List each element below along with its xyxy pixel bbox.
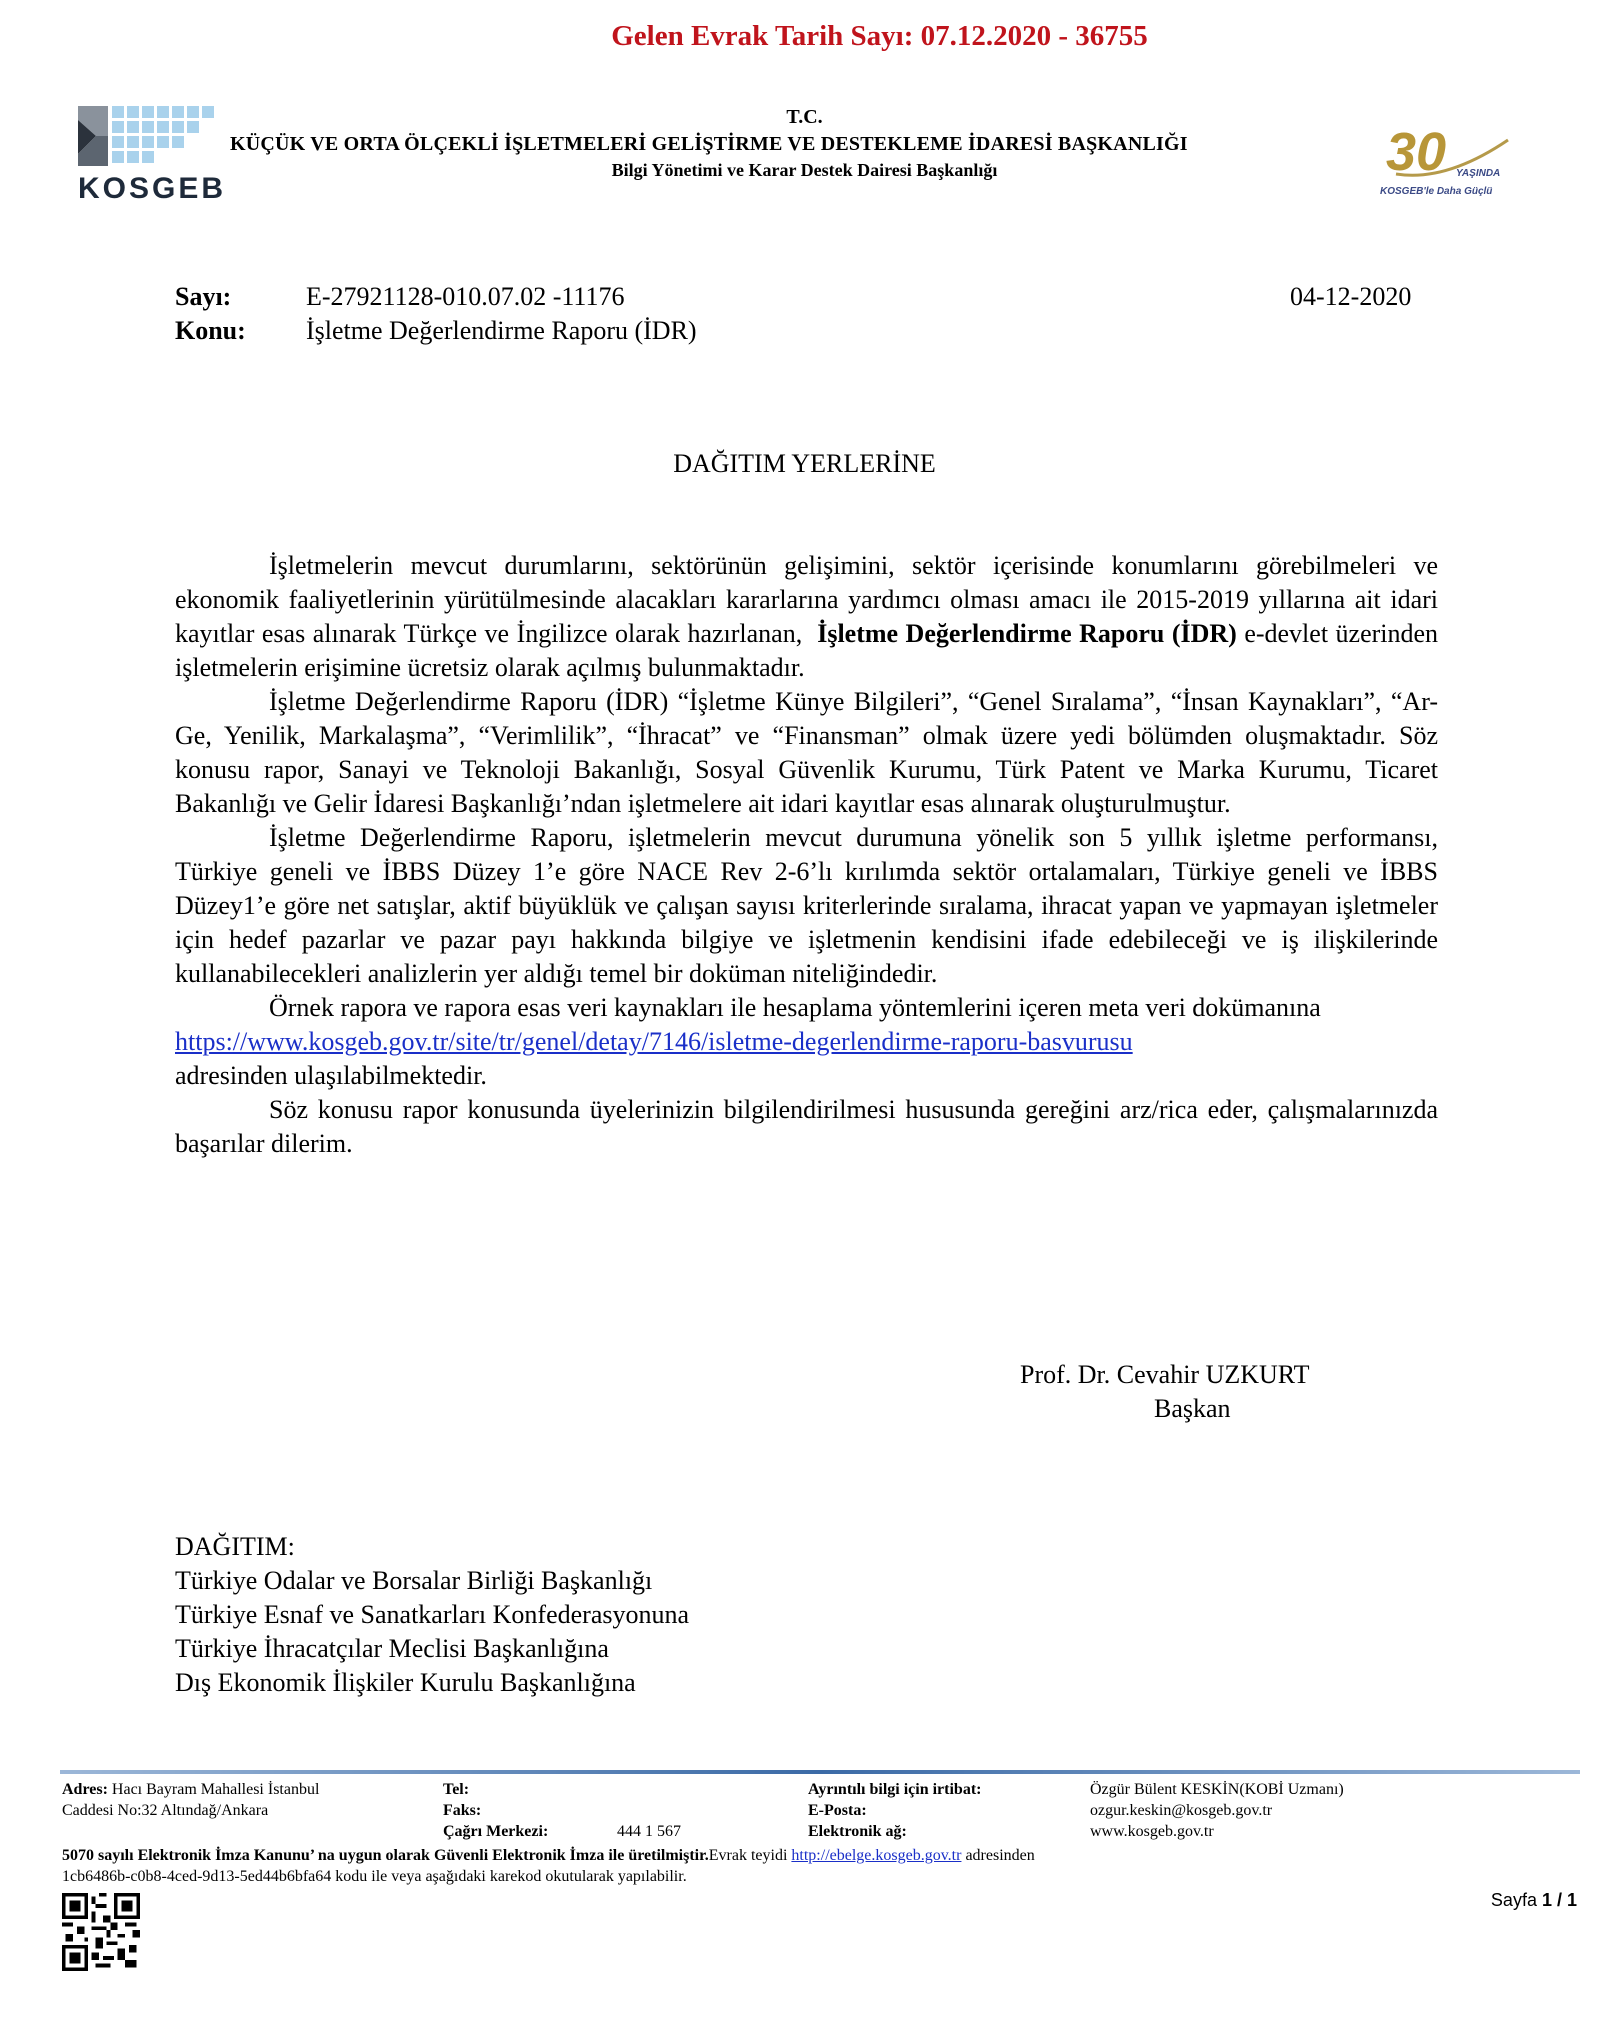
contact-email[interactable]: ozgur.keskin@kosgeb.gov.tr	[1090, 1802, 1273, 1819]
qr-code[interactable]	[62, 1893, 140, 1971]
signer-name: Prof. Dr. Cevahir UZKURT	[1020, 1360, 1310, 1389]
distribution-list	[175, 1530, 689, 1700]
verification-link[interactable]: http://ebelge.kosgeb.gov.tr	[791, 1847, 962, 1864]
konu-label: Konu:	[175, 316, 246, 345]
signature-block	[1020, 1358, 1309, 1426]
letter-body	[175, 549, 1438, 1161]
paragraph-5: Söz konusu rapor konusunda üyelerinizin bilgilendirilmesi hususunda gereğini arz/rica eder, çalışmalarınızda başarılar dilerim.	[175, 1095, 1438, 1158]
letterhead-tc: T.C.	[786, 106, 823, 128]
paragraph-4: Örnek rapora ve rapora esas veri kaynakları ile hesaplama yöntemlerini içeren meta veri dokümanına	[269, 993, 1321, 1022]
anniversary-slogan: KOSGEB'le Daha Güçlü	[1380, 186, 1493, 197]
distribution-label: DAĞITIM:	[175, 1532, 295, 1561]
letterhead-organization: KÜÇÜK VE ORTA ÖLÇEKLİ İŞLETMELERİ GELİŞTİRME VE DESTEKLEME İDARESİ BAŞKANLIĞI	[230, 133, 1188, 155]
footer-phone-block: Tel: Faks: Çağrı Merkezi:	[443, 1781, 549, 1840]
addressee-heading: DAĞITIM YERLERİNE	[673, 449, 936, 478]
contact-website[interactable]: www.kosgeb.gov.tr	[1090, 1823, 1214, 1840]
distribution-item: Türkiye İhracatçılar Meclisi Başkanlığına	[175, 1634, 609, 1663]
footer-address: Adres: Hacı Bayram Mahallesi İstanbul Caddesi No:32 Altındağ/Ankara	[62, 1781, 320, 1819]
incoming-document-stamp: Gelen Evrak Tarih Sayı: 07.12.2020 - 36755	[611, 20, 1148, 52]
anniversary-logo	[1376, 112, 1516, 202]
page-number: Sayfa 1 / 1	[1490, 1890, 1577, 1910]
paragraph-2: İşletme Değerlendirme Raporu (İDR) “İşletme Künye Bilgileri”, “Genel Sıralama”, “İnsan Kaynakları”, “Ar-Ge, Yenilik, Markalaşma”, “Verimlilik”, “İhracat” ve “Finansman” olmak üzere yedi bölümden oluşmaktadır. Söz konusu rapor, Sanayi ve Teknoloji Bakanlığı, Sosyal Güvenlik Kurumu, Türk Patent ve Marka Kurumu, Ticaret Bakanlığı ve Gelir İdaresi Başkanlığı’ndan işletmelere ait idari kayıtlar esas alınarak oluşturulmuştur.	[175, 687, 1438, 818]
kosgeb-logo-text: KOSGEB	[78, 172, 227, 205]
report-link[interactable]: https://www.kosgeb.gov.tr/site/tr/genel/detay/7146/isletme-degerlendirme-raporu-basvurusu	[175, 1027, 1133, 1056]
sayi-label: Sayı:	[175, 282, 232, 311]
report-link-line	[175, 1025, 1438, 1059]
paragraph-4-end: adresinden ulaşılabilmektedir.	[175, 1061, 487, 1090]
esign-notice: 5070 sayılı Elektronik İmza Kanunu’ na uygun olarak Güvenli Elektronik İmza ile üretilmiştir.Evrak teyidi http://ebelge.kosgeb.gov.tr adresinden	[62, 1847, 1035, 1864]
sayi-value: E-27921128-010.07.02 -11176	[306, 282, 625, 311]
anniversary-sub: YAŞINDA	[1456, 168, 1501, 179]
letterhead-department: Bilgi Yönetimi ve Karar Destek Dairesi Başkanlığı	[611, 160, 998, 180]
distribution-item: Türkiye Esnaf ve Sanatkarları Konfederasyonuna	[175, 1600, 690, 1629]
konu-value: İşletme Değerlendirme Raporu (İDR)	[306, 316, 697, 345]
footer-contact-labels: Ayrıntılı bilgi için irtibat: E-Posta: Elektronik ağ:	[808, 1781, 982, 1840]
paragraph-3: İşletme Değerlendirme Raporu, işletmelerin mevcut durumuna yönelik son 5 yıllık işletme performansı, Türkiye geneli ve İBBS Düzey 1’e göre NACE Rev 2-6’lı kırılımda sektör ortalamaları, Türkiye geneli ve İBBS Düzey1’e göre net satışlar, aktif büyüklük ve çalışan sayısı kriterlerinde sıralama, ihracat yapan ve yapmayan işletmeler için hedef pazarlar ve pazar payı hakkında bilgiye ve işletmenin kendisini ifade edebileceği ve iş ilişkilerinde kullanabilecekleri analizlerin yer aldığı temel bir doküman niteliğindedir.	[175, 823, 1438, 988]
paragraph-1: İşletmelerin mevcut durumlarını, sektörünün gelişimini, sektör içerisinde konumlarını görebilmeleri ve ekonomik faaliyetlerinin yürütülmesinde alacakları kararlarına yardımcı olması amacı ile 2015-2019 yıllarına ait idari kayıtlar esas alınarak Türkçe ve İngilizce olarak hazırlanan, İşletme Değerlendirme Raporu (İDR) e-devlet üzerinden işletmelerin erişimine ücretsiz olarak açılmış bulunmaktadır.	[175, 551, 1439, 682]
verification-code: 1cb6486b-c0b8-4ced-9d13-5ed44b6bfa64 kodu ile veya aşağıdaki karekod okutularak yapılabilir.	[62, 1868, 687, 1885]
distribution-item: Dış Ekonomik İlişkiler Kurulu Başkanlığına	[175, 1668, 636, 1697]
call-center-number: 444 1 567	[617, 1823, 681, 1840]
contact-person: Özgür Bülent KESKİN(KOBİ Uzmanı)	[1090, 1781, 1344, 1798]
footer-contact-values	[1090, 1779, 1344, 1842]
distribution-item: Türkiye Odalar ve Borsalar Birliği Başkanlığı	[175, 1566, 653, 1595]
document-date: 04-12-2020	[1290, 282, 1412, 311]
anniversary-number: 30	[1386, 122, 1447, 182]
signer-title: Başkan	[1154, 1394, 1231, 1423]
footer-divider	[60, 1770, 1580, 1774]
